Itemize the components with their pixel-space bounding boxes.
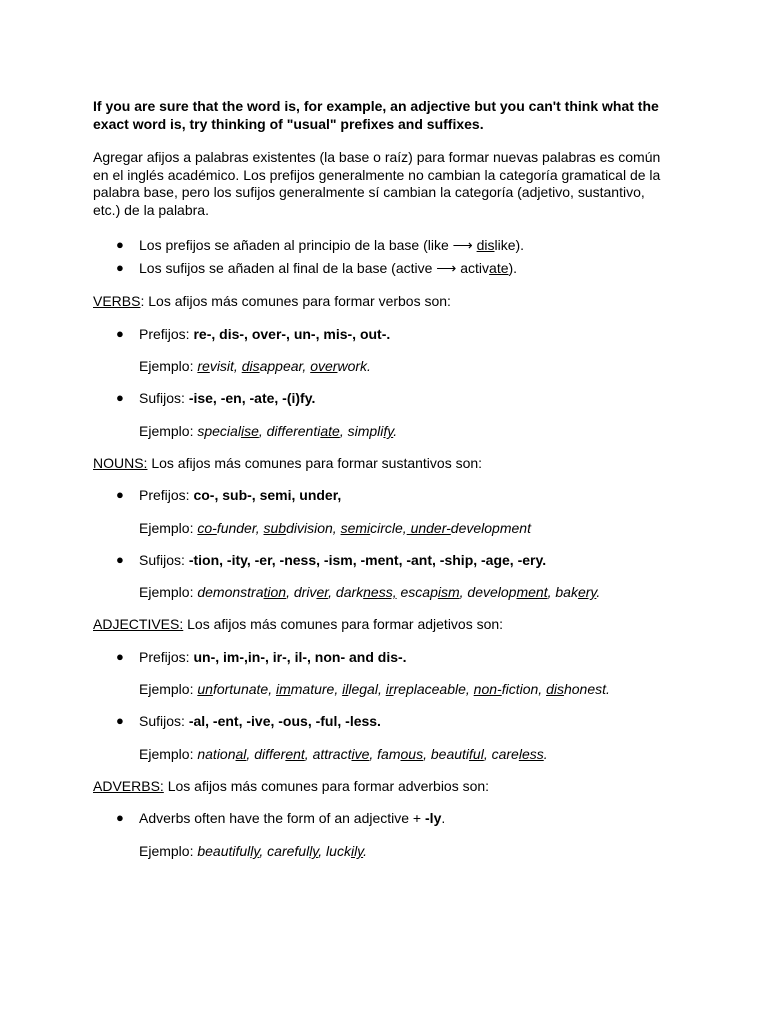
example-word-text: work. — [337, 358, 371, 374]
underlined-affix: ism — [437, 584, 460, 600]
adjectives-heading: ADJECTIVES: — [93, 616, 184, 632]
heading-text: Los afijos más comunes para formar adjetivos son: — [183, 616, 504, 632]
heading-text: Los afijos más comunes para formar adverbios son: — [163, 778, 490, 794]
example-word-text: , — [286, 584, 294, 600]
example-word-text: . — [543, 746, 548, 762]
underlined-affix: un — [197, 681, 213, 697]
heading-text: : Los afijos más comunes para formar verbos son: — [140, 293, 451, 309]
verbs-prefix-example — [139, 357, 371, 375]
verbs-suffix-bullet — [139, 389, 315, 407]
bullet-text: ). — [508, 260, 518, 276]
nouns-heading-line — [93, 454, 482, 472]
adjectives-suffix-example — [139, 745, 548, 763]
underlined-affix: over — [310, 358, 338, 374]
underlined-affix: co- — [197, 520, 217, 536]
example-word-text: , — [459, 584, 468, 600]
adjectives-prefix-example — [139, 680, 610, 698]
prefix-label: Prefijos: — [139, 487, 194, 503]
example-word-text: bak — [555, 584, 578, 600]
suffix-label: Sufijos: — [139, 390, 189, 406]
bullet-dot: ● — [116, 649, 124, 664]
example-word-text: attract — [312, 746, 352, 762]
example-word-text: fam — [377, 746, 401, 762]
suffix-list: -ise, -en, -ate, -(i)fy. — [188, 390, 316, 406]
example-word-text: care — [491, 746, 519, 762]
bullet-text: Los sufijos se añaden al final de la base (active ⟶ activ — [139, 260, 490, 276]
example-word-text: fortunate, — [212, 681, 276, 697]
example-word-text: circle, — [370, 520, 407, 536]
example-label: Ejemplo: — [139, 746, 198, 762]
example-word-text: beauti — [430, 746, 470, 762]
nouns-suffix-bullet — [139, 551, 546, 569]
underlined-affix: ive — [351, 746, 370, 762]
underlined-affix: dis — [546, 681, 564, 697]
adjectives-heading-line — [93, 615, 503, 633]
example-words — [197, 520, 531, 536]
example-words — [197, 423, 397, 439]
example-word-text: development — [450, 520, 531, 536]
nouns-prefix-bullet — [139, 486, 341, 504]
prefix-label: Prefijos: — [139, 326, 194, 342]
example-words — [197, 681, 610, 697]
verbs-prefix-bullet — [139, 325, 390, 343]
heading-text: Los afijos más comunes para formar sustantivos son: — [147, 455, 483, 471]
underlined-affix: non- — [473, 681, 502, 697]
underlined-affix: re — [197, 358, 210, 374]
adverbs-bullet — [139, 809, 445, 827]
example-word-text: fiction, — [501, 681, 547, 697]
general-suffix-bullet — [139, 259, 517, 277]
bullet-text: Adverbs often have the form of an adjective + — [139, 810, 426, 826]
example-label: Ejemplo: — [139, 681, 198, 697]
underlined-affix: less — [518, 746, 544, 762]
adverbs-heading: ADVERBS: — [93, 778, 164, 794]
example-label: Ejemplo: — [139, 423, 198, 439]
adjectives-prefix-bullet — [139, 648, 407, 666]
prefix-list: co-, sub-, semi, under, — [193, 487, 342, 503]
underlined-affix: il — [342, 681, 349, 697]
intro-paragraph: Agregar afijos a palabras existentes (la base o raíz) para formar nuevas palabras es común en el inglés académico. Los prefijos generalmente no cambian la categoría gramatical de la palabra base, pero los sufijos generalmente sí cambian la categoría (adjetivo, sustantivo, etc.) de la palabra. — [93, 149, 661, 218]
example-words — [197, 358, 371, 374]
example-word-text: demonstra — [197, 584, 264, 600]
example-word-text: , — [304, 746, 313, 762]
example-word-text: mature, — [290, 681, 343, 697]
example-word-text: , — [339, 423, 348, 439]
suffix-label: Sufijos: — [139, 713, 189, 729]
example-label: Ejemplo: — [139, 843, 198, 859]
adjectives-suffix-bullet — [139, 712, 381, 730]
example-words — [197, 746, 547, 762]
intro-bold-paragraph: If you are sure that the word is, for example, an adjective but you can't think what the exact word is, try thinking of "usual" prefixes and suffixes. — [93, 98, 659, 132]
underlined-affix: under- — [406, 520, 451, 536]
example-word-text: , — [259, 843, 268, 859]
bullet-dot: ● — [116, 487, 124, 502]
prefix-list: un-, im-,in-, ir-, il-, non- and dis-. — [193, 649, 407, 665]
underlined-affix: dis — [241, 358, 260, 374]
example-word-text: simpli — [347, 423, 384, 439]
underlined-affix: ate — [320, 423, 340, 439]
example-word-text: honest. — [563, 681, 610, 697]
example-word-text: , — [369, 746, 378, 762]
bullet-dot: ● — [116, 810, 124, 825]
example-label: Ejemplo: — [139, 358, 198, 374]
example-word-text: funder, — [216, 520, 264, 536]
example-word-text: , — [258, 423, 267, 439]
underlined-affix: ent — [285, 746, 305, 762]
example-word-text: develop — [467, 584, 517, 600]
suffix-label: Sufijos: — [139, 552, 189, 568]
underlined-affix: ous — [400, 746, 424, 762]
underlined-affix: ness, — [363, 584, 397, 600]
example-word-text: , — [483, 746, 492, 762]
bullet-text: . — [441, 810, 446, 826]
example-word-text: visit, — [209, 358, 242, 374]
suffix-list: -al, -ent, -ive, -ous, -ful, -less. — [188, 713, 381, 729]
bullet-text: Los prefijos se añaden al principio de la base (like ⟶ — [139, 237, 477, 253]
example-word-text: differ — [254, 746, 286, 762]
example-label: Ejemplo: — [139, 520, 198, 536]
underlined-affix: ate — [489, 260, 509, 276]
example-words — [197, 843, 367, 859]
underlined-affix: ful — [469, 746, 484, 762]
verbs-heading-line — [93, 292, 451, 310]
underlined-affix: er — [316, 584, 329, 600]
underlined-affix: al — [235, 746, 247, 762]
bullet-dot: ● — [116, 237, 124, 252]
example-word-text: replaceable, — [393, 681, 474, 697]
bullet-dot: ● — [116, 713, 124, 728]
example-word-text: division, — [286, 520, 341, 536]
example-word-text: appear, — [259, 358, 311, 374]
example-word-text: . — [393, 423, 398, 439]
suffix-list: -tion, -ity, -er, -ness, -ism, -ment, -ant, -ship, -age, -ery. — [188, 552, 547, 568]
example-word-text: legal, — [348, 681, 386, 697]
underlined-affix: ir — [385, 681, 394, 697]
nouns-prefix-example — [139, 519, 531, 537]
prefix-label: Prefijos: — [139, 649, 194, 665]
example-word-text: . — [596, 584, 601, 600]
bullet-dot: ● — [116, 552, 124, 567]
example-label: Ejemplo: — [139, 584, 198, 600]
underlined-affix: semi — [340, 520, 371, 536]
underlined-affix: ly — [309, 843, 319, 859]
bullet-dot: ● — [116, 390, 124, 405]
example-word-text: special — [197, 423, 241, 439]
underlined-affix: sub — [263, 520, 287, 536]
underlined-affix: ment — [516, 584, 548, 600]
nouns-heading: NOUNS: — [93, 455, 148, 471]
general-prefix-bullet — [139, 236, 524, 254]
underlined-affix: ery — [577, 584, 597, 600]
example-words — [197, 584, 600, 600]
prefix-list: re-, dis-, over-, un-, mis-, out-. — [193, 326, 391, 342]
example-word-text: , — [547, 584, 556, 600]
example-word-text: differenti — [266, 423, 321, 439]
example-word-text: driv — [293, 584, 317, 600]
underlined-affix: tion — [263, 584, 287, 600]
example-word-text: . — [363, 843, 368, 859]
example-word-text: , — [328, 584, 336, 600]
underlined-affix: im — [275, 681, 291, 697]
underlined-affix: dis — [476, 237, 495, 253]
example-word-text: beautiful — [197, 843, 251, 859]
example-word-text: luck — [326, 843, 351, 859]
underlined-affix: ily — [350, 843, 364, 859]
verbs-heading: VERBS — [93, 293, 141, 309]
example-word-text: careful — [267, 843, 310, 859]
adverbs-example — [139, 842, 367, 860]
underlined-affix: ise — [240, 423, 259, 439]
underlined-affix: ly — [250, 843, 260, 859]
example-word-text: , — [423, 746, 431, 762]
nouns-suffix-example — [139, 583, 600, 601]
underlined-affix: fy — [383, 423, 394, 439]
example-word-text: dark — [335, 584, 364, 600]
bullet-dot: ● — [116, 326, 124, 341]
example-word-text: , — [318, 843, 327, 859]
example-word-text: , — [246, 746, 255, 762]
bullet-text: like). — [494, 237, 525, 253]
verbs-suffix-example — [139, 422, 397, 440]
example-word-text: nation — [197, 746, 236, 762]
adverbs-heading-line — [93, 777, 489, 795]
example-word-text: escap — [400, 584, 438, 600]
bullet-dot: ● — [116, 260, 124, 275]
suffix-list: -ly — [425, 810, 442, 826]
